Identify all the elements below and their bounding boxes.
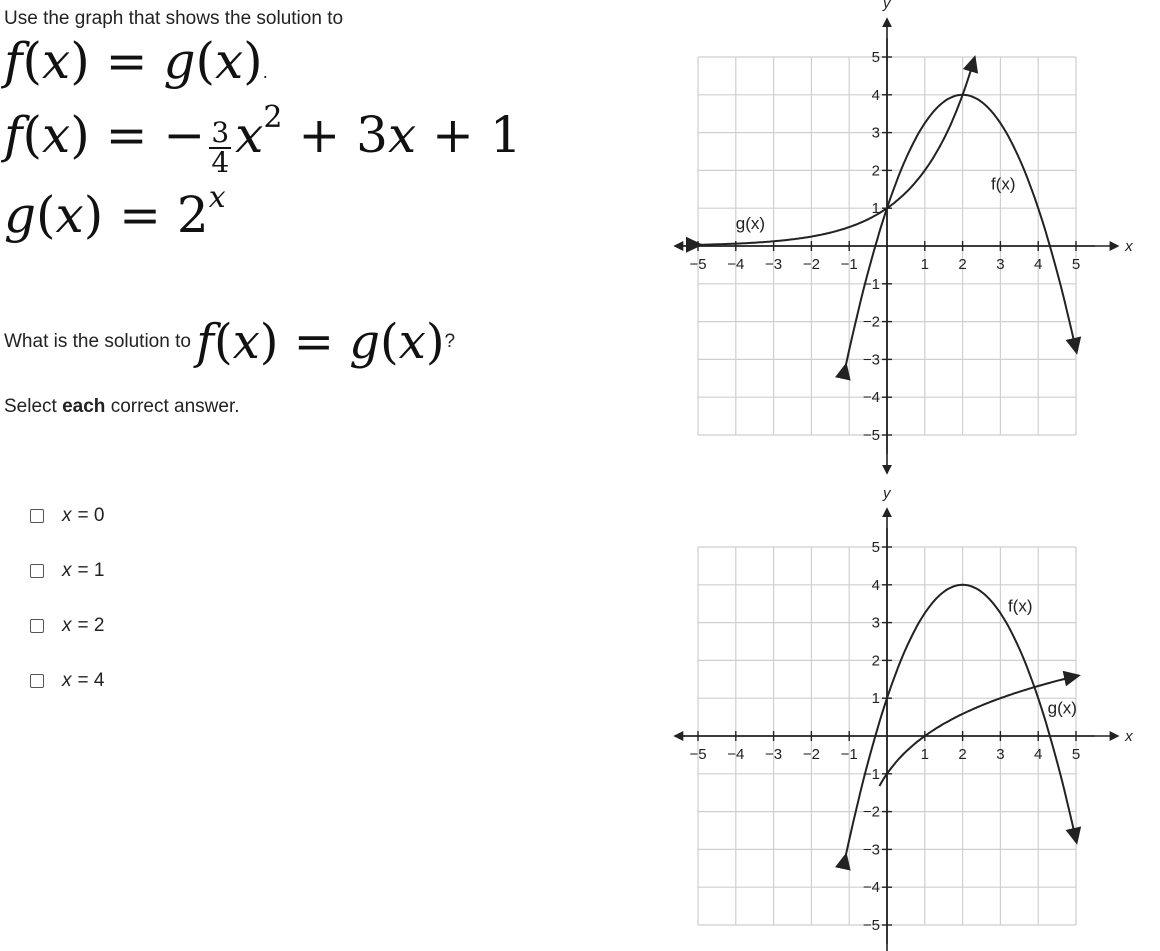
x-tick-label: 4 bbox=[1034, 256, 1043, 273]
g-curve-label: g(x) bbox=[1047, 698, 1077, 718]
y-tick-label: −4 bbox=[862, 389, 880, 407]
y-tick-label: −1 bbox=[862, 765, 880, 783]
y-tick-label: 4 bbox=[871, 86, 880, 104]
x-axis-label: x bbox=[1125, 238, 1133, 255]
y-tick-label: −4 bbox=[862, 879, 880, 897]
x-tick-label: 5 bbox=[1071, 256, 1081, 273]
y-tick-label: 2 bbox=[871, 162, 880, 180]
y-tick-label: −2 bbox=[862, 803, 880, 821]
answer-option-x-2[interactable]: x = 2 bbox=[30, 615, 104, 637]
question-prompt bbox=[4, 314, 455, 370]
x-tick-label: 1 bbox=[920, 256, 929, 273]
x-tick-label: 2 bbox=[958, 746, 967, 763]
y-tick-label: 5 bbox=[871, 49, 880, 66]
y-tick-label: −3 bbox=[862, 351, 880, 369]
y-tick-label: 3 bbox=[871, 614, 880, 632]
graph-option-1[interactable] bbox=[660, 0, 1133, 475]
y-tick-label: −5 bbox=[862, 917, 880, 934]
question-equation: f(x) = g(x) bbox=[196, 314, 445, 370]
f-curve-label: f(x) bbox=[1007, 596, 1033, 616]
g-curve-label: g(x) bbox=[735, 213, 766, 233]
answer-option-x-1[interactable]: x = 1 bbox=[30, 560, 104, 582]
graph-2-canvas bbox=[660, 484, 1133, 951]
select-instruction: Select each correct answer. bbox=[4, 396, 240, 417]
y-tick-label: −3 bbox=[862, 841, 880, 859]
y-tick-label: 4 bbox=[871, 576, 880, 594]
x-tick-label: −2 bbox=[802, 746, 820, 763]
x-tick-label: 3 bbox=[996, 256, 1005, 273]
question-prefix: What is the solution to bbox=[4, 331, 191, 353]
y-tick-label: −5 bbox=[862, 427, 880, 444]
graph-1-content bbox=[675, 0, 1133, 473]
checkbox[interactable] bbox=[30, 674, 44, 688]
f-curve-label: f(x) bbox=[990, 174, 1016, 194]
intro-text: Use the graph that shows the solution to bbox=[4, 8, 344, 29]
checkbox[interactable] bbox=[30, 509, 44, 523]
graph-2-content bbox=[675, 485, 1133, 951]
graph-1-canvas bbox=[660, 0, 1133, 475]
y-tick-label: 3 bbox=[871, 124, 880, 142]
x-tick-label: −5 bbox=[689, 256, 707, 273]
y-tick-label: −1 bbox=[862, 275, 880, 293]
g-curve bbox=[879, 676, 1076, 786]
y-tick-label: −2 bbox=[862, 313, 880, 331]
x-tick-label: 1 bbox=[920, 746, 929, 763]
x-tick-label: −4 bbox=[727, 256, 745, 273]
x-tick-label: −2 bbox=[802, 256, 820, 273]
x-tick-label: 5 bbox=[1071, 746, 1081, 763]
x-tick-label: 2 bbox=[958, 256, 967, 273]
answer-option-x-4[interactable]: x = 4 bbox=[30, 670, 104, 692]
graph-option-2[interactable] bbox=[660, 484, 1133, 951]
x-tick-label: −1 bbox=[840, 746, 858, 763]
y-tick-label: 2 bbox=[871, 652, 880, 670]
x-tick-label: −3 bbox=[765, 256, 783, 273]
y-tick-label: 1 bbox=[871, 200, 880, 218]
equation-g-definition: $g(x) = 2^x$ bbox=[4, 180, 226, 244]
question-suffix: ? bbox=[444, 331, 456, 353]
x-tick-label: −3 bbox=[765, 746, 783, 763]
answer-option-x-0[interactable]: x = 0 bbox=[30, 505, 104, 527]
y-axis-label: y bbox=[883, 484, 891, 502]
x-tick-label: −1 bbox=[840, 256, 858, 273]
x-tick-label: 3 bbox=[996, 746, 1005, 763]
x-tick-label: 4 bbox=[1034, 746, 1043, 763]
fraction-three-fourths: $\frac{3}{4}$ bbox=[211, 115, 230, 179]
y-axis-label: y bbox=[883, 0, 891, 12]
equation-f-equals-g: f(x) = g(x). bbox=[4, 32, 268, 90]
x-tick-label: −4 bbox=[727, 746, 745, 763]
equation-f-definition: f(x) = − $\frac{3}{4}$ $x^2 + 3x + 1$ bbox=[4, 100, 522, 179]
checkbox[interactable] bbox=[30, 564, 44, 578]
checkbox[interactable] bbox=[30, 619, 44, 633]
y-tick-label: 5 bbox=[871, 539, 880, 556]
x-axis-label: x bbox=[1125, 728, 1133, 745]
y-tick-label: 1 bbox=[871, 690, 880, 708]
x-tick-label: −5 bbox=[689, 746, 707, 763]
